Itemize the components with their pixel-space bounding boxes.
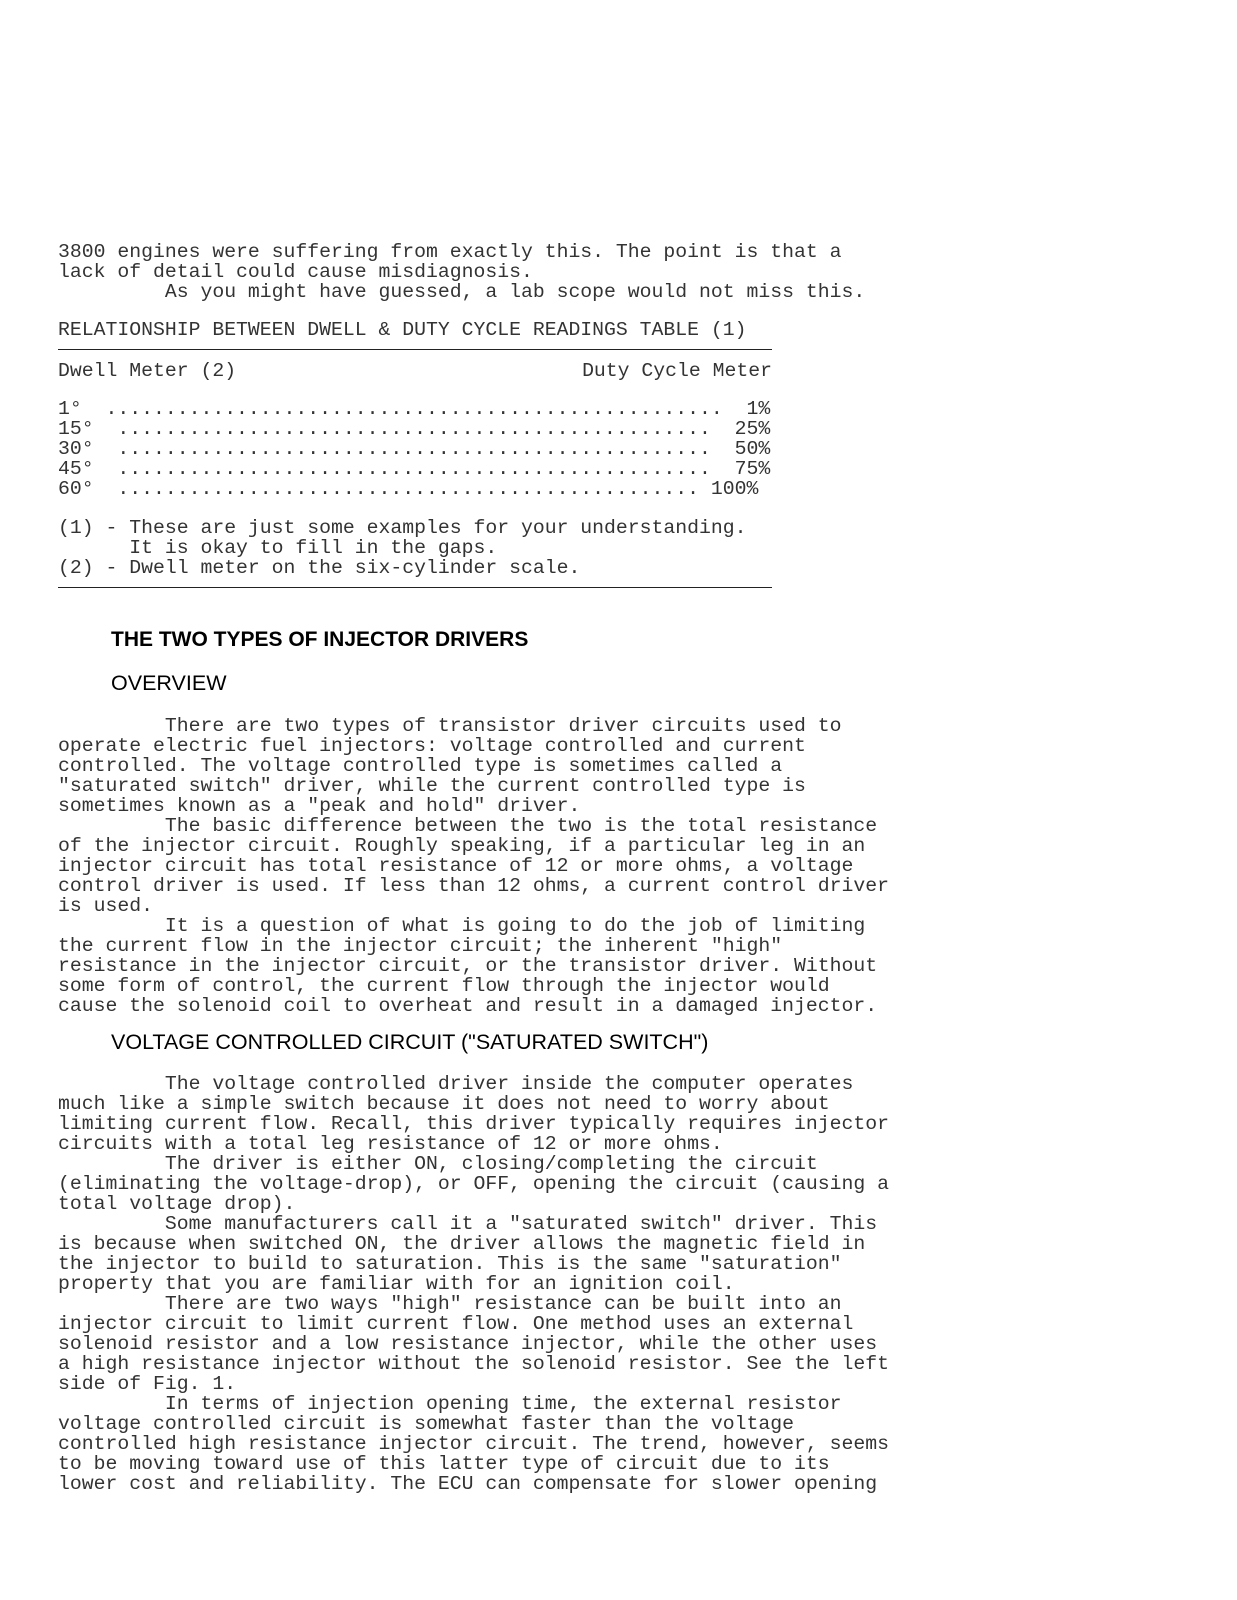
text-line: lack of detail could cause misdiagnosis. (58, 261, 533, 283)
table-row: 45° .................................................. 75% (58, 458, 771, 480)
text-line: is used. (58, 895, 153, 917)
text-line: resistance in the injector circuit, or the transistor driver. Without (58, 955, 878, 977)
text-line: injector circuit to limit current flow. One method uses an external (58, 1313, 854, 1335)
section-title: THE TWO TYPES OF INJECTOR DRIVERS (111, 628, 529, 651)
text-line: "saturated switch" driver, while the current controlled type is (58, 775, 806, 797)
text-line: The driver is either ON, closing/completing the circuit (58, 1153, 818, 1175)
text-line: solenoid resistor and a low resistance injector, while the other uses (58, 1333, 878, 1355)
voltage-circuit-heading: VOLTAGE CONTROLLED CIRCUIT ("SATURATED SWITCH") (111, 1030, 709, 1054)
text-line: controlled. The voltage controlled type is sometimes called a (58, 755, 783, 777)
text-line: circuits with a total leg resistance of 12 or more ohms. (58, 1133, 723, 1155)
table-top-rule (58, 349, 772, 350)
table-notes (58, 518, 747, 578)
text-line: It is a question of what is going to do the job of limiting (58, 915, 866, 937)
column-header-duty-cycle: Duty Cycle Meter (582, 360, 772, 382)
column-header-dwell: Dwell Meter (2) (58, 360, 237, 382)
text-line: 3800 engines were suffering from exactly this. The point is that a (58, 241, 842, 263)
table-bottom-rule (58, 587, 772, 588)
text-line: total voltage drop). (58, 1193, 296, 1215)
intro-paragraph (58, 242, 865, 302)
text-line: side of Fig. 1. (58, 1373, 237, 1395)
text-line: a high resistance injector without the solenoid resistor. See the left (58, 1353, 889, 1375)
text-line: control driver is used. If less than 12 ohms, a current control driver (58, 875, 889, 897)
table-note: (1) - These are just some examples for your understanding. (58, 517, 747, 539)
table-header (58, 361, 772, 381)
table-row: 30° .................................................. 50% (58, 438, 771, 460)
text-line: In terms of injection opening time, the external resistor (58, 1393, 842, 1415)
table-title: RELATIONSHIP BETWEEN DWELL & DUTY CYCLE READINGS TABLE (1) (58, 319, 747, 341)
text-line: cause the solenoid coil to overheat and result in a damaged injector. (58, 995, 878, 1017)
text-line: injector circuit has total resistance of 12 or more ohms, a voltage (58, 855, 854, 877)
overview-heading: OVERVIEW (111, 671, 227, 695)
text-line: limiting current flow. Recall, this driver typically requires injector (58, 1113, 889, 1135)
text-line: the current flow in the injector circuit; the inherent "high" (58, 935, 783, 957)
table-note: It is okay to fill in the gaps. (58, 537, 498, 559)
voltage-circuit-paragraph (58, 1074, 889, 1494)
table-row: 15° .................................................. 25% (58, 418, 771, 440)
text-line: operate electric fuel injectors: voltage controlled and current (58, 735, 806, 757)
text-line: much like a simple switch because it does not need to worry about (58, 1093, 830, 1115)
text-line: The basic difference between the two is the total resistance (58, 815, 878, 837)
text-line: Some manufacturers call it a "saturated switch" driver. This (58, 1213, 878, 1235)
table-row: 60° ................................................. 100% (58, 478, 759, 500)
text-line: lower cost and reliability. The ECU can compensate for slower opening (58, 1473, 878, 1495)
text-line: to be moving toward use of this latter type of circuit due to its (58, 1453, 830, 1475)
text-line: (eliminating the voltage-drop), or OFF, opening the circuit (causing a (58, 1173, 889, 1195)
overview-paragraph (58, 716, 889, 1016)
text-line: There are two types of transistor driver circuits used to (58, 715, 842, 737)
table-row: 1° .................................................... 1% (58, 398, 771, 420)
text-line: There are two ways "high" resistance can be built into an (58, 1293, 842, 1315)
text-line: property that you are familiar with for an ignition coil. (58, 1273, 735, 1295)
text-line: some form of control, the current flow through the injector would (58, 975, 830, 997)
text-line: The voltage controlled driver inside the computer operates (58, 1073, 854, 1095)
text-line: controlled high resistance injector circuit. The trend, however, seems (58, 1433, 889, 1455)
text-line: sometimes known as a "peak and hold" driver. (58, 795, 581, 817)
text-line: As you might have guessed, a lab scope would not miss this. (58, 281, 866, 303)
text-line: of the injector circuit. Roughly speaking, if a particular leg in an (58, 835, 866, 857)
text-line: voltage controlled circuit is somewhat faster than the voltage (58, 1413, 794, 1435)
text-line: the injector to build to saturation. This is the same "saturation" (58, 1253, 842, 1275)
table-note: (2) - Dwell meter on the six-cylinder scale. (58, 557, 581, 579)
text-line: is because when switched ON, the driver allows the magnetic field in (58, 1233, 866, 1255)
